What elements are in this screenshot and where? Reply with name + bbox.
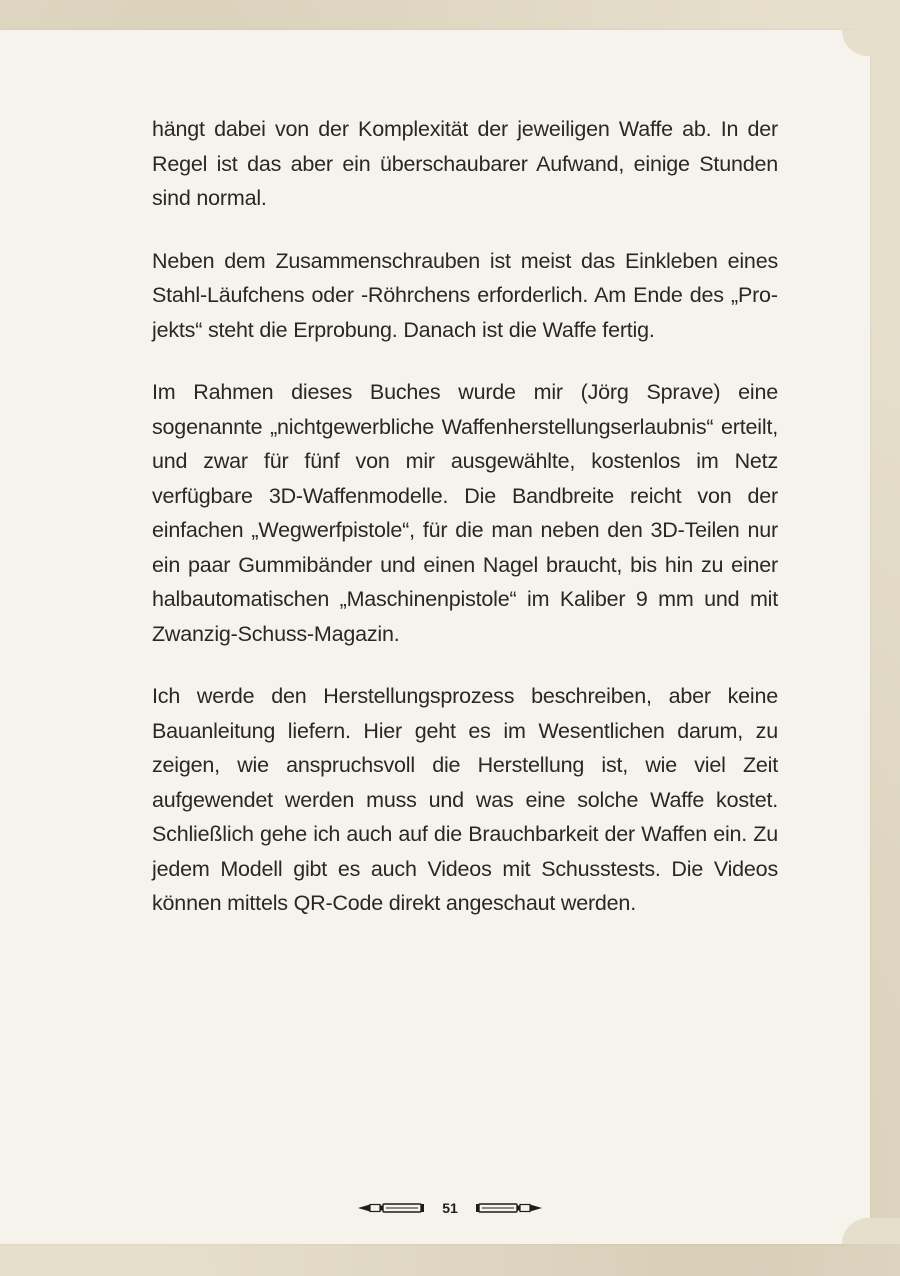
page-footer	[0, 1197, 900, 1219]
paragraph-3: Im Rahmen dieses Buches wurde mir (Jörg Sprave) eine sogenannte „nichtgewerbliche Waffenherstellungserlaubnis“ erteilt, und zwar für fünf von mir ausgewählte, kostenlos im Netz verfügbare 3D-Waffenmodelle. Die Bandbreite reicht von der einfachen „Wegwerfpistole“, für die man neben den 3D-Teilen nur ein paar Gummibänder und einen Nagel braucht, bis hin zu einer halbautomatischen „Maschinenpistole“ im Kaliber 9 mm und mit Zwanzig-Schuss-Magazin.	[152, 380, 778, 646]
page-number: 51	[442, 1200, 458, 1216]
cartridge-right-icon	[474, 1202, 542, 1214]
body-text	[152, 112, 778, 949]
cartridge-left-icon	[358, 1202, 426, 1214]
paragraph-1: hängt dabei von der Komplexität der jeweiligen Waffe ab. In der Regel ist das aber ein überschaubarer Aufwand, einige Stunden sind normal.	[152, 117, 778, 210]
paragraph-2: Neben dem Zusammenschrauben ist meist das Einkleben eines Stahl-Läufchens oder -Röhrchens erforderlich. Am Ende des „Projekts“ steht die Erprobung. Danach ist die Waffe fertig.	[152, 248, 778, 342]
paragraph-4: Ich werde den Herstellungsprozess beschreiben, aber keine Bauanleitung liefern. Hier geht es im Wesentlichen darum, zu zeigen, wie anspruchsvoll die Herstellung ist, wie viel Zeit aufgewendet werden muss und was eine solche Waffe kostet. Schließlich gehe ich auch auf die Brauchbarkeit der Waffen ein. Zu jedem Modell gibt es auch Videos mit Schusstests. Die Videos können mittels QR-Code direkt angeschaut werden.	[152, 684, 778, 915]
